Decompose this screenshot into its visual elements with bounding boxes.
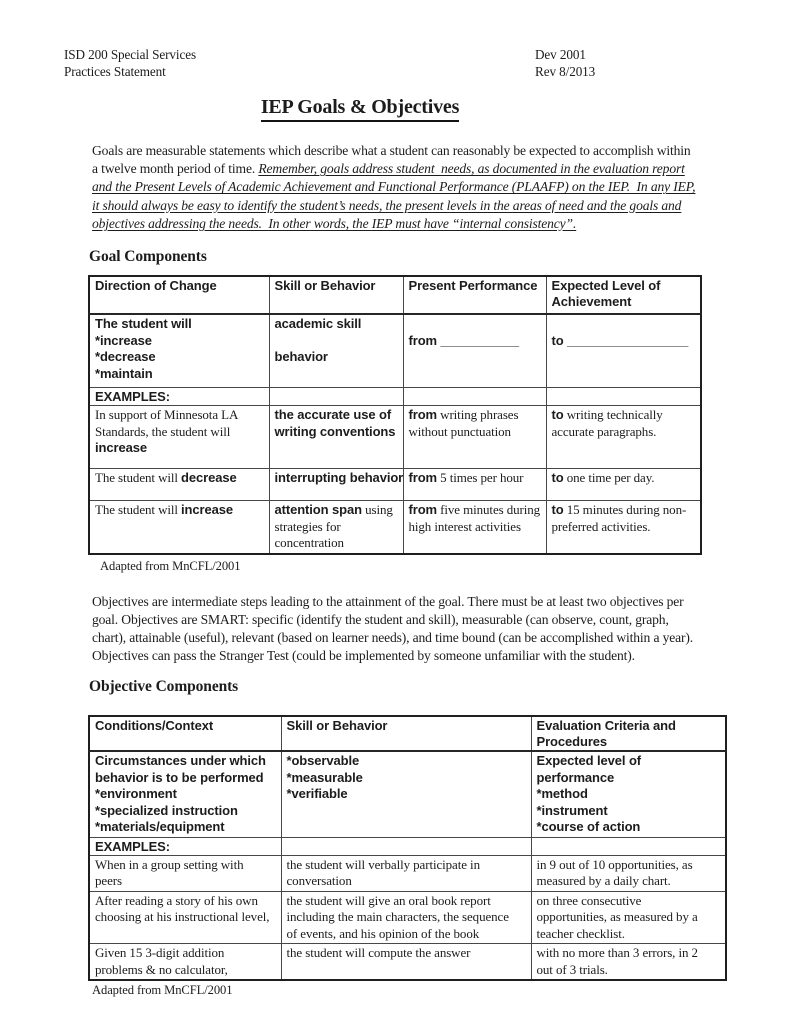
- text: In support of Minnesota LA: [95, 407, 239, 423]
- bold-text: _________________: [567, 332, 689, 348]
- text-line: [537, 857, 721, 874]
- text-line: [287, 893, 526, 910]
- table-cell: [403, 501, 546, 554]
- text: teacher checklist.: [536, 925, 625, 941]
- text-line: [537, 893, 721, 910]
- table-cell: [531, 944, 726, 981]
- table-cell: [269, 388, 403, 406]
- table-cell: [89, 406, 269, 469]
- text-line: [95, 857, 276, 874]
- text: using: [361, 502, 393, 518]
- text-line: [92, 215, 722, 233]
- table-cell: [89, 837, 281, 855]
- text: 15 minutes during non-: [563, 502, 687, 518]
- text-line: [287, 857, 526, 874]
- table-cell: [269, 406, 403, 469]
- bold-text: *observable: [286, 753, 360, 769]
- text: measured by a daily chart.: [536, 873, 671, 889]
- text: After reading a story of his own: [95, 892, 258, 908]
- text-line: [95, 333, 264, 350]
- text-line: [92, 629, 722, 647]
- bold-text: *decrease: [95, 349, 156, 365]
- text-line: [537, 753, 721, 770]
- column-header: Conditions/Context: [89, 716, 281, 751]
- bold-text: *method: [536, 786, 588, 802]
- bold-text: *course of action: [536, 819, 641, 835]
- text-line: [287, 945, 526, 962]
- text: out of 3 trials.: [536, 961, 608, 977]
- text-line: [287, 926, 526, 943]
- bold-text: EXAMPLES:: [95, 838, 170, 854]
- text: 5 times per hour: [437, 470, 524, 486]
- bold-text: from: [408, 332, 441, 348]
- text-line: [95, 819, 276, 836]
- emphasis-text: objectives addressing the needs. In other words, the IEP must have “internal consistency”.: [92, 215, 577, 231]
- text-line: [409, 502, 541, 519]
- bold-text: behavior is to be performed: [95, 769, 264, 785]
- text-line: [275, 535, 398, 552]
- text-line: [287, 753, 526, 770]
- bold-text: interrupting behavior: [274, 470, 404, 486]
- text-line: [552, 519, 696, 536]
- text: strategies for: [274, 518, 341, 534]
- bold-text: *measurable: [286, 769, 363, 785]
- text-line: [537, 819, 721, 836]
- text-line: [95, 440, 264, 457]
- bold-text: from: [408, 470, 437, 486]
- table-cell: [281, 751, 531, 837]
- text: Objectives can pass the Stranger Test (could be implemented by someone unfamiliar with the student).: [92, 648, 635, 664]
- text: in 9 out of 10 opportunities, as: [536, 856, 693, 872]
- table-row: [89, 944, 726, 981]
- text-line: [95, 803, 276, 820]
- bold-text: *increase: [95, 332, 152, 348]
- text-line: [537, 926, 721, 943]
- text-line: [552, 407, 696, 424]
- goal-components-heading: Goal Components: [89, 248, 207, 266]
- text-line: [537, 962, 721, 979]
- table-cell: [546, 501, 701, 554]
- text-line: [552, 470, 696, 487]
- text-line: [287, 770, 526, 787]
- text: the student will compute the answer: [286, 945, 471, 961]
- text: chart), attainable (useful), relevant (based on learner needs), and time bound (can be accomplished within a year).: [92, 629, 694, 645]
- bold-text: behavior: [274, 349, 328, 365]
- column-header: Evaluation Criteria and Procedures: [531, 716, 726, 751]
- text: choosing at his instructional level,: [95, 909, 270, 925]
- text-line: [92, 593, 722, 611]
- text-line: [275, 502, 398, 519]
- text: on three consecutive: [536, 892, 642, 908]
- text-line: [95, 945, 276, 962]
- text: Objectives are intermediate steps leading to the attainment of the goal. There must be at least two objectives per: [92, 593, 684, 609]
- text-line: [95, 909, 276, 926]
- table-row: [89, 388, 701, 406]
- table-row: [89, 891, 726, 944]
- text: Given 15 3-digit addition: [95, 945, 225, 961]
- text-line: [95, 366, 264, 383]
- text-line: [275, 333, 398, 350]
- table-cell: [89, 891, 281, 944]
- text: of events, and his opinion of the book: [286, 925, 480, 941]
- bold-text: attention span: [274, 502, 362, 518]
- table-cell: [546, 388, 701, 406]
- emphasis-text: Remember, goals address student needs, as documented in the evaluation report: [258, 161, 685, 177]
- doc-header-line: ISD 200 Special Services: [64, 47, 197, 62]
- text-line: [95, 424, 264, 441]
- text-line: [552, 424, 696, 441]
- text-line: [537, 909, 721, 926]
- bold-text: from: [408, 502, 437, 518]
- text: one time per day.: [563, 470, 655, 486]
- text-line: [275, 316, 398, 333]
- doc-header-line: Rev 8/2013: [535, 64, 596, 79]
- table-cell: [546, 314, 701, 388]
- bold-text: *specialized instruction: [95, 802, 238, 818]
- table-row: [89, 314, 701, 388]
- text-line: [92, 611, 722, 629]
- objective-components-heading: Objective Components: [89, 678, 239, 696]
- table-cell: [531, 891, 726, 944]
- table-cell: [403, 469, 546, 501]
- text-line: [287, 873, 526, 890]
- table-cell: [546, 406, 701, 469]
- text-line: [95, 873, 276, 890]
- text: the student will give an oral book report: [286, 892, 491, 908]
- text-line: [92, 160, 722, 178]
- table-caption: Adapted from MnCFL/2001: [100, 558, 241, 573]
- column-header: Expected Level of Achievement: [546, 276, 701, 314]
- text: high interest activities: [408, 518, 521, 534]
- objectives-paragraph: [92, 593, 722, 666]
- text-line: [275, 424, 398, 441]
- bold-text: writing conventions: [274, 423, 396, 439]
- bold-text: to: [551, 470, 564, 486]
- table-cell: [531, 837, 726, 855]
- bold-text: *maintain: [95, 365, 153, 381]
- bold-text: to: [551, 502, 564, 518]
- text: five minutes during: [437, 502, 541, 518]
- table-cell: [89, 855, 281, 891]
- text-line: [95, 786, 276, 803]
- bold-text: Expected level of: [536, 753, 642, 769]
- text-line: [287, 786, 526, 803]
- text: Standards, the student will: [95, 423, 231, 439]
- table-cell: [403, 314, 546, 388]
- bold-text: to: [551, 407, 564, 423]
- text-line: [92, 197, 722, 215]
- table-cell: [546, 469, 701, 501]
- text-line: [409, 519, 541, 536]
- bold-text: The student will: [95, 316, 192, 332]
- table-cell: [403, 388, 546, 406]
- table-cell: [89, 751, 281, 837]
- column-header: Skill or Behavior: [269, 276, 403, 314]
- table-row: [89, 751, 726, 837]
- text: The student will: [95, 470, 182, 486]
- text: the student will verbally participate in: [286, 856, 480, 872]
- text: problems & no calculator,: [95, 961, 228, 977]
- text-line: [95, 962, 276, 979]
- text: without punctuation: [408, 423, 511, 439]
- intro-paragraph: [92, 142, 722, 233]
- table-cell: [281, 837, 531, 855]
- column-header: Skill or Behavior: [281, 716, 531, 751]
- doc-header-left: [64, 46, 196, 80]
- doc-header-right: [535, 46, 595, 80]
- text-line: [95, 407, 264, 424]
- table-cell: [269, 501, 403, 554]
- text: writing technically: [563, 407, 663, 423]
- text: When in a group setting with: [95, 856, 244, 872]
- bold-text: EXAMPLES:: [95, 389, 170, 405]
- text: a twelve month period of time.: [92, 161, 259, 177]
- text-line: [95, 316, 264, 333]
- table-row: [89, 406, 701, 469]
- text: accurate paragraphs.: [551, 423, 657, 439]
- text-line: [552, 316, 696, 333]
- table-row: [89, 837, 726, 855]
- bold-text: the accurate use of: [274, 407, 392, 423]
- bold-text: increase: [95, 440, 147, 456]
- text-line: [275, 349, 398, 366]
- table-cell: [281, 855, 531, 891]
- text: goal. Objectives are SMART: specific (identify the student and skill), measurable (can observe, count, graph,: [92, 611, 669, 627]
- table-cell: [89, 944, 281, 981]
- text-line: [275, 407, 398, 424]
- bold-text: from: [408, 407, 437, 423]
- table-cell: [531, 751, 726, 837]
- text: conversation: [286, 873, 352, 889]
- table-cell: [281, 944, 531, 981]
- table-cell: [89, 501, 269, 554]
- table-cell: [403, 406, 546, 469]
- text: preferred activities.: [551, 518, 651, 534]
- text-line: [95, 770, 276, 787]
- text: opportunities, as measured by a: [536, 909, 698, 925]
- text-line: [552, 333, 696, 350]
- text: The student will: [95, 502, 182, 518]
- text: concentration: [274, 535, 344, 551]
- table-cell: [269, 469, 403, 501]
- bold-text: Circumstances under which: [95, 753, 266, 769]
- doc-title: IEP Goals & Objectives: [261, 96, 459, 122]
- text: including the main characters, the sequence: [286, 909, 509, 925]
- bold-text: academic skill: [274, 316, 362, 332]
- text-line: [537, 770, 721, 787]
- text-line: [92, 142, 722, 160]
- text-line: [95, 349, 264, 366]
- text-line: [552, 502, 696, 519]
- table-cell: [89, 388, 269, 406]
- bold-text: performance: [536, 769, 615, 785]
- text-line: [287, 909, 526, 926]
- text-line: [537, 803, 721, 820]
- text-line: [95, 389, 264, 404]
- goal-components-table: [88, 275, 702, 555]
- text-line: [95, 893, 276, 910]
- table-row: [89, 855, 726, 891]
- text-line: [95, 502, 264, 519]
- table-caption: Adapted from MnCFL/2001: [92, 983, 233, 998]
- text-line: [409, 470, 541, 487]
- table-header-row: [89, 716, 726, 751]
- doc-header-line: Practices Statement: [64, 64, 166, 79]
- text-line: [92, 647, 722, 665]
- table-cell: [269, 314, 403, 388]
- doc-header-line: Dev 2001: [535, 47, 586, 62]
- bold-text: increase: [181, 502, 234, 518]
- table-row: [89, 501, 701, 554]
- bold-text: *verifiable: [286, 786, 348, 802]
- text: peers: [95, 873, 122, 889]
- table-cell: [89, 469, 269, 501]
- table-row: [89, 469, 701, 501]
- text-line: [95, 753, 276, 770]
- table-cell: [531, 855, 726, 891]
- text: writing phrases: [437, 407, 519, 423]
- text-line: [95, 839, 276, 854]
- text-line: [92, 178, 722, 196]
- bold-text: *instrument: [536, 802, 608, 818]
- emphasis-text: it should always be easy to identify the student’s needs, the present levels in the areas of need and the goals and: [92, 197, 682, 213]
- emphasis-text: and the Present Levels of Academic Achievement and Functional Performance (PLAAFP) on the IEP. In any IEP,: [92, 179, 696, 195]
- bold-text: decrease: [181, 470, 237, 486]
- text-line: [274, 470, 404, 487]
- text: with no more than 3 errors, in 2: [536, 945, 698, 961]
- bold-text: *materials/equipment: [95, 819, 225, 835]
- text-line: [537, 945, 721, 962]
- column-header: Direction of Change: [89, 276, 269, 314]
- bold-text: *environment: [95, 786, 177, 802]
- table-cell: [89, 314, 269, 388]
- text-line: [409, 424, 541, 441]
- text-line: [537, 873, 721, 890]
- text-line: [537, 786, 721, 803]
- table-header-row: [89, 276, 701, 314]
- text: Goals are measurable statements which describe what a student can reasonably be expected to accomplish within: [92, 143, 691, 158]
- text-line: [409, 407, 541, 424]
- text-line: [275, 519, 398, 536]
- bold-text: to: [551, 332, 568, 348]
- table-cell: [281, 891, 531, 944]
- column-header: Present Performance: [403, 276, 546, 314]
- text-line: [409, 316, 541, 333]
- text-line: [95, 470, 264, 487]
- objective-components-table: [88, 715, 727, 981]
- bold-text: ___________: [440, 332, 519, 348]
- text-line: [409, 333, 541, 350]
